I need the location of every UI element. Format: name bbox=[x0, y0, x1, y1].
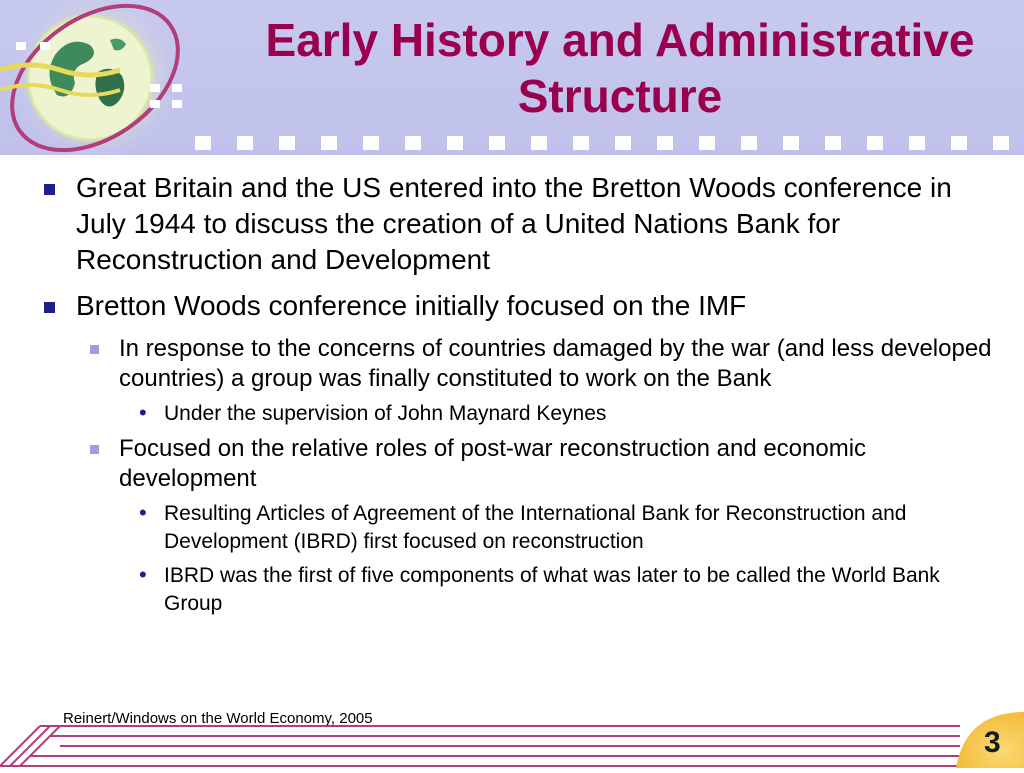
square-bullet-icon bbox=[44, 302, 55, 313]
bullet-level2 bbox=[80, 334, 1000, 394]
bullet-level1 bbox=[40, 170, 1000, 278]
bullet-text: IBRD was the first of five components of what was later to be called the World Bank Group bbox=[164, 564, 940, 615]
square-bullet-icon bbox=[90, 445, 99, 454]
dot-bullet-icon: • bbox=[139, 500, 147, 525]
bullet-text: Bretton Woods conference initially focused on the IMF bbox=[76, 290, 747, 321]
square-bullet-icon bbox=[44, 184, 55, 195]
bullet-level3 bbox=[125, 400, 1000, 428]
bullet-text: Great Britain and the US entered into the Bretton Woods conference in July 1944 to discuss the creation of a United Nations Bank for Reconstruction and Development bbox=[76, 172, 952, 275]
globe-logo-icon bbox=[0, 0, 200, 155]
page-number-badge bbox=[956, 712, 1024, 768]
bullet-level2 bbox=[80, 434, 1000, 494]
page-number: 3 bbox=[984, 726, 1001, 759]
bullet-text: Under the supervision of John Maynard Keynes bbox=[164, 402, 607, 425]
header-band bbox=[0, 0, 1024, 155]
bullet-text: In response to the concerns of countries damaged by the war (and less developed countries) a group was finally constituted to work on the Bank bbox=[119, 335, 992, 392]
bullet-level1 bbox=[40, 288, 1000, 324]
slide-title: Early History and Administrative Structure bbox=[265, 14, 975, 122]
bullet-text: Resulting Articles of Agreement of the International Bank for Reconstruction and Development (IBRD) first focused on reconstruction bbox=[164, 502, 907, 553]
header-dash-pattern bbox=[195, 136, 1024, 150]
dot-bullet-icon: • bbox=[139, 400, 147, 425]
footer-stripes bbox=[0, 720, 1024, 768]
bullet-text: Focused on the relative roles of post-war reconstruction and economic development bbox=[119, 435, 867, 492]
slide-body bbox=[40, 170, 1000, 624]
footer-citation: Reinert/Windows on the World Economy, 2005 bbox=[63, 710, 373, 727]
square-bullet-icon bbox=[90, 345, 99, 354]
bullet-level3 bbox=[125, 500, 1000, 556]
dot-bullet-icon: • bbox=[139, 562, 147, 587]
bullet-level3 bbox=[125, 562, 1000, 618]
